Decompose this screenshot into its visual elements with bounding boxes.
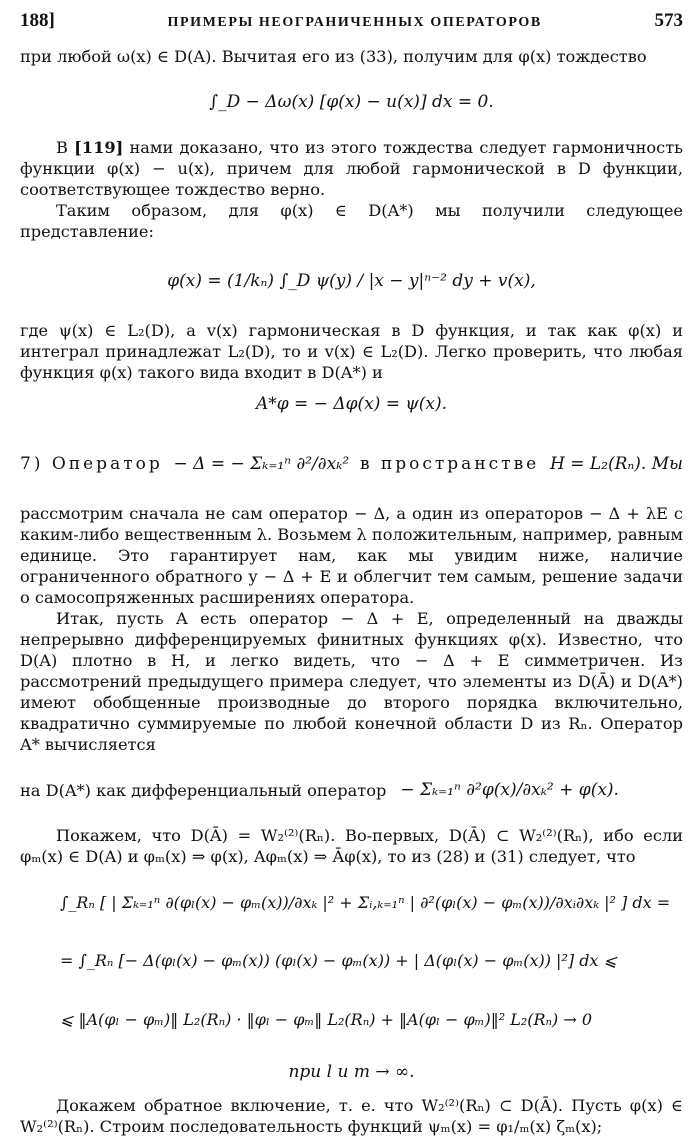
formula-adjoint: A*φ = − Δφ(x) = ψ(x). [255, 394, 448, 414]
section-number: 188] [20, 10, 55, 31]
laplace-formula: − Δ = − Σₖ₌₁ⁿ ∂²/∂xₖ² [173, 453, 350, 474]
formula-estimate [20, 873, 683, 1049]
formula-representation: φ(x) = (1/kₙ) ∫_D ψ(y) / |x − y|ⁿ⁻² dy + v(x), [167, 271, 536, 291]
running-title: ПРИМЕРЫ НЕОГРАНИЧЕННЫХ ОПЕРАТОРОВ [167, 15, 542, 30]
operator-definition-line [20, 425, 683, 503]
running-header [20, 10, 683, 46]
paragraph-representation: Таким образом, для φ(x) ∈ D(A*) мы получили следующее представление: [20, 201, 683, 241]
differential-operator-line [20, 755, 683, 825]
text-line-1: при любой ω(x) ∈ D(A). Вычитая его из (33), получим для φ(x) тождество [20, 47, 647, 66]
paragraph-harmonicity [20, 137, 683, 200]
paragraph-operator-a: Итак, пусть A есть оператор − Δ + E, определенный на дважды непрерывно дифференцируемых финитных функциях φ(x). Известно, что D(A) плотно в H, и легко видеть, что − Δ + E симметричен. Из рассмотрений предыдущего примера следует, что элементы из D(Ā) и D(A*) имеют обобщенные производные до второго порядка включительно, квадратично суммируемые по любой конечной области D из Rₙ. Оператор A* вычисляется [20, 609, 683, 754]
space-formula: H = L₂(Rₙ). Мы [550, 453, 683, 474]
paragraph-harmonicity-post: нами доказано, что из этого тождества следует гармоничность функции φ(x) − u(x), причем для любой гармонической в D функции, соответствующее тождество верно. [20, 138, 683, 199]
paragraph-where: где ψ(x) ∈ L₂(D), а v(x) гармоническая в D функция, и так как φ(x) и интеграл принадлежат L₂(D), то и v(x) ∈ L₂(D). Легко проверить, что любая функция φ(x) такого вида входит в D(A*) и [20, 321, 683, 382]
estimate-line-1: ∫_Rₙ [ | Σₖ₌₁ⁿ ∂(φₗ(x) − φₘ(x))/∂xₖ |² + Σᵢ,ₖ₌₁ⁿ | ∂²(φₗ(x) − φₘ(x))/∂xᵢ∂xₖ |² ] dx = [60, 892, 671, 912]
space-label: в пространстве [359, 453, 540, 474]
paragraph-operators: рассмотрим сначала не сам оператор − Δ, а один из операторов − Δ + λE с каким-либо вещественным λ. Возьмем λ положительным, например, равным единице. Это гарантирует нам, как мы увидим ниже, наличие ограниченного обратного у − Δ + E и облегчит тем самым, решение задачи о самосопряженных расширениях оператора. [20, 504, 683, 607]
paragraph-domain: Покажем, что D(Ā) = W₂⁽²⁾(Rₙ). Во-первых, D(Ā) ⊂ W₂⁽²⁾(Rₙ), ибо если φₘ(x) ∈ D(A) и φₘ(x) ⇒ φ(x), Aφₘ(x) ⇒ Āφ(x), то из (28) и (31) следует, что [20, 826, 683, 866]
differential-operator-text: на D(A*) как дифференциальный оператор [20, 780, 387, 800]
page-number: 573 [654, 10, 683, 31]
estimate-line-3: ⩽ ‖A(φₗ − φₘ)‖ L₂(Rₙ) · ‖φₗ − φₘ‖ L₂(Rₙ) + ‖A(φₗ − φₘ)‖² L₂(Rₙ) → 0 [60, 1010, 593, 1030]
estimate-line-2: = ∫_Rₙ [− Δ(φₗ(x) − φₘ(x)) (φₗ(x) − φₘ(x)) + | Δ(φₗ(x) − φₘ(x)) |²] dx ⩽ [60, 951, 617, 971]
formula-limit-condition: при l и m → ∞. [288, 1062, 415, 1082]
formula-identity: ∫_D − Δω(x) [φ(x) − u(x)] dx = 0. [209, 92, 494, 112]
paragraph-harmonicity-pre: В [56, 138, 75, 157]
paragraph-inclusion: Докажем обратное включение, т. е. что W₂⁽²⁾(Rₙ) ⊂ D(Ā). Пусть φ(x) ∈ W₂⁽²⁾(Rₙ). Строим последовательность функций ψₘ(x) = φ₁/ₘ(x) ζₘ(x); [20, 1096, 683, 1136]
operator-label: 7) Оператор [20, 453, 163, 474]
citation-ref: [119] [74, 138, 124, 157]
differential-operator-formula: − Σₖ₌₁ⁿ ∂²φ(x)/∂xₖ² + φ(x). [400, 779, 619, 800]
